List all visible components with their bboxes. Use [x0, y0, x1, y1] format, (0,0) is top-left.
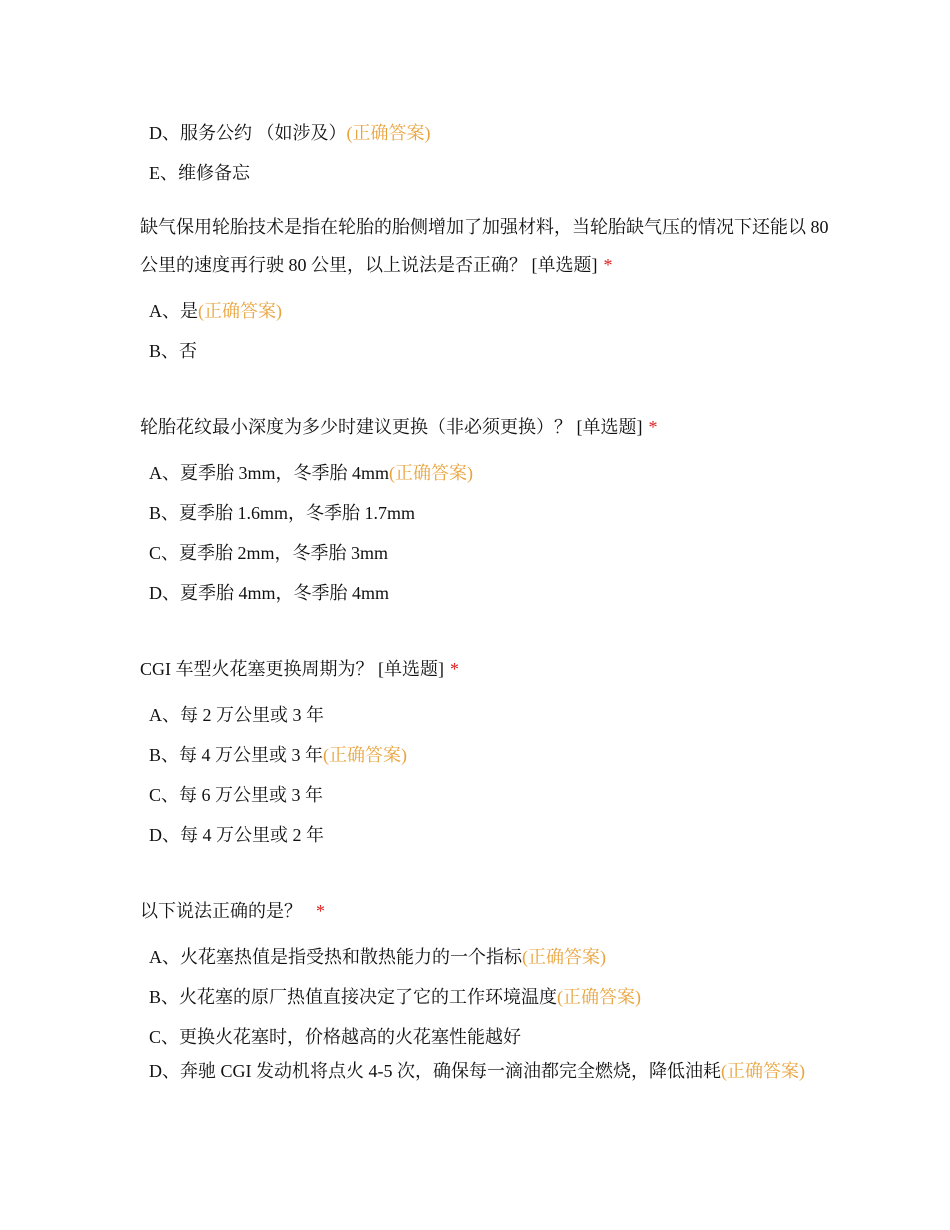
question-text: 缺气保用轮胎技术是指在轮胎的胎侧增加了加强材料，当轮胎缺气压的情况下还能以 80 公里的速度再行驶 80 公里，以上说法是否正确？ [单选题]	[140, 217, 829, 275]
required-marker: *	[648, 417, 658, 437]
correct-answer-tag: (正确答案)	[323, 745, 408, 765]
option-label: D、奔驰 CGI 发动机将点火 4-5 次，确保每一滴油都完全燃烧，降低油耗	[149, 1061, 721, 1081]
option-label: B、否	[149, 341, 198, 361]
option-label: B、火花塞的原厂热值直接决定了它的工作环境温度	[149, 987, 558, 1007]
required-marker: *	[316, 901, 325, 921]
correct-answer-tag: (正确答案)	[522, 947, 606, 967]
correct-answer-tag: (正确答案)	[721, 1061, 805, 1081]
option-label: C、每 6 万公里或 3 年	[149, 785, 324, 805]
option-item	[149, 984, 641, 1010]
required-marker: *	[450, 659, 459, 679]
option-item	[149, 580, 389, 606]
option-label: E、维修备忘	[149, 163, 250, 183]
required-marker: *	[603, 255, 613, 275]
option-label: D、夏季胎 4mm，冬季胎 4mm	[149, 583, 390, 603]
option-item	[149, 742, 407, 768]
option-label: A、是	[149, 301, 198, 321]
option-label: D、服务公约 （如涉及）	[149, 123, 347, 143]
correct-answer-tag: (正确答案)	[346, 123, 431, 143]
option-label: A、火花塞热值是指受热和散热能力的一个指标	[149, 947, 522, 967]
correct-answer-tag: (正确答案)	[557, 987, 642, 1007]
option-item	[149, 822, 324, 848]
question-title	[140, 650, 459, 688]
option-label: B、每 4 万公里或 3 年	[149, 745, 324, 765]
option-item	[149, 460, 473, 486]
option-item	[149, 1058, 819, 1084]
option-item	[149, 338, 197, 364]
option-item	[149, 1024, 521, 1050]
correct-answer-tag: (正确答案)	[389, 463, 474, 483]
question-text: CGI 车型火花塞更换周期为？ [单选题]	[140, 659, 444, 679]
question-text: 轮胎花纹最小深度为多少时建议更换（非必须更换）？ [单选题]	[140, 417, 643, 437]
option-label: B、夏季胎 1.6mm，冬季胎 1.7mm	[149, 503, 416, 523]
option-item	[149, 782, 323, 808]
question-title	[140, 892, 325, 930]
option-label: C、更换火花塞时，价格越高的火花塞性能越好	[149, 1027, 522, 1047]
option-item	[149, 160, 250, 186]
option-item	[149, 120, 431, 146]
option-item	[149, 540, 388, 566]
option-item	[149, 944, 606, 970]
question-title	[140, 208, 830, 284]
option-label: A、夏季胎 3mm，冬季胎 4mm	[149, 463, 390, 483]
question-title	[140, 408, 658, 446]
option-label: D、每 4 万公里或 2 年	[149, 825, 324, 845]
option-item	[149, 702, 324, 728]
option-item	[149, 500, 415, 526]
option-label: A、每 2 万公里或 3 年	[149, 705, 324, 725]
option-item	[149, 298, 282, 324]
correct-answer-tag: (正确答案)	[198, 301, 282, 321]
question-text: 以下说法正确的是？	[140, 901, 302, 921]
option-label: C、夏季胎 2mm，冬季胎 3mm	[149, 543, 389, 563]
